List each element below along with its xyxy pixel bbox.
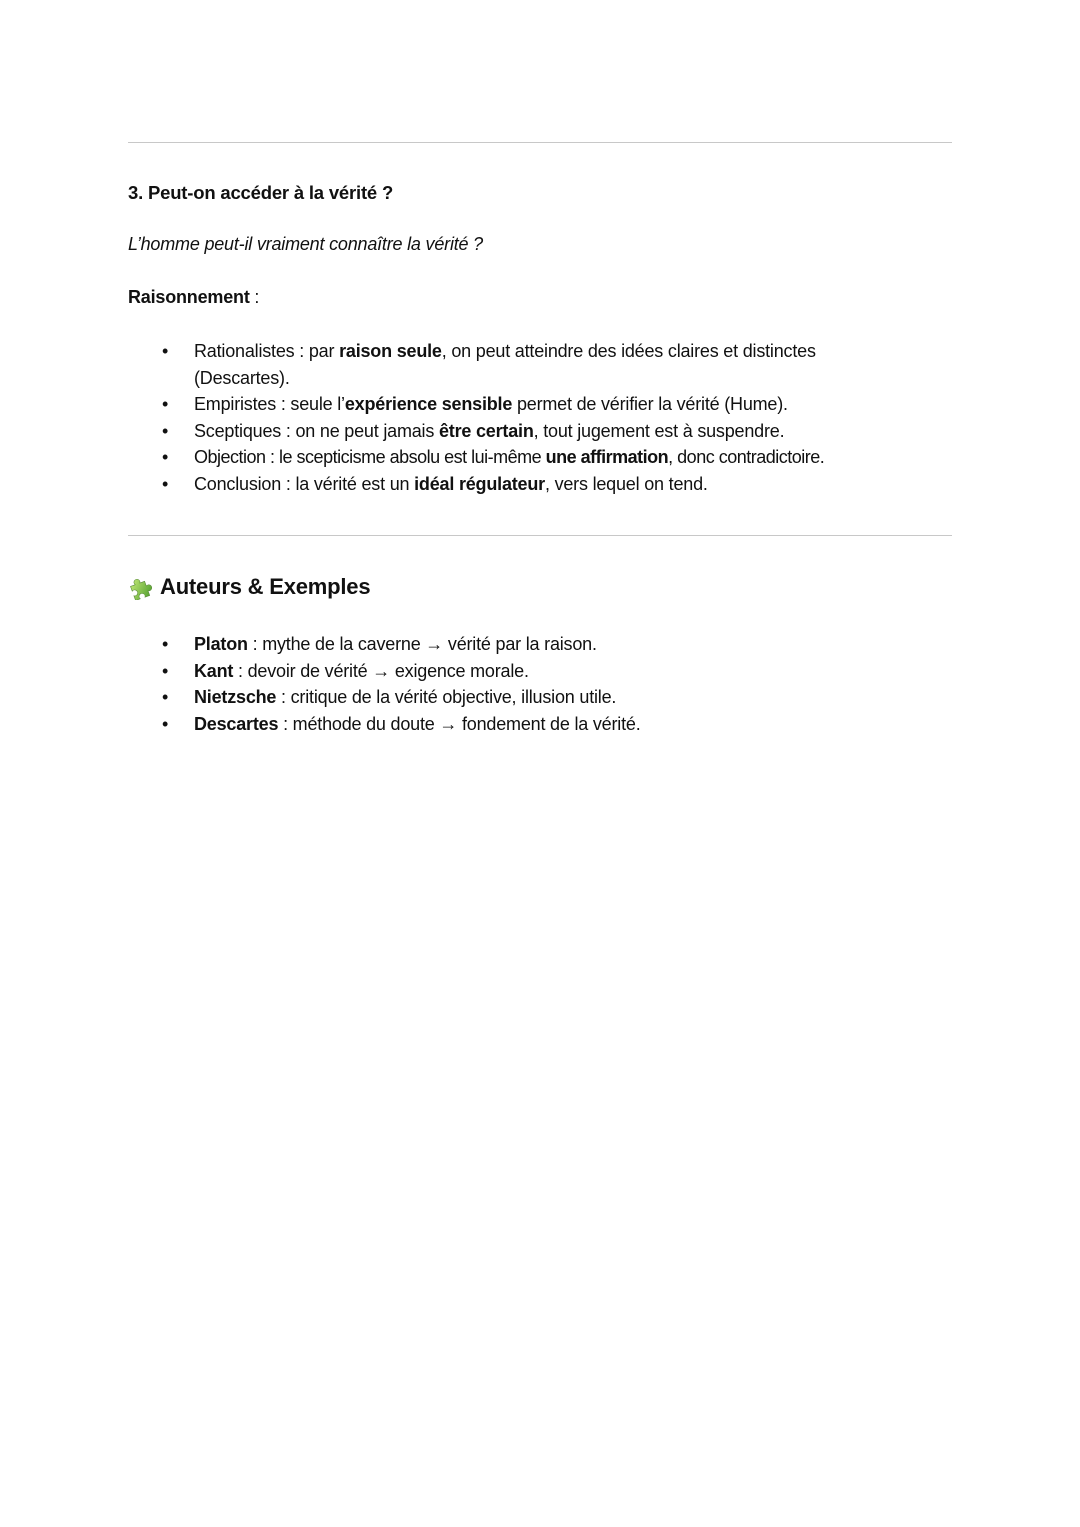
item-text: Empiristes : seule l’: [194, 394, 345, 414]
item-text: : méthode du doute → fondement de la vérité.: [278, 713, 641, 734]
author-name: Nietzsche: [194, 687, 277, 707]
authors-list: [128, 631, 952, 737]
reasoning-label-text: Raisonnement: [128, 287, 250, 307]
item-bold: être certain: [438, 420, 534, 441]
reasoning-label: [128, 287, 259, 308]
item-text: , donc contradictoire.: [668, 447, 825, 467]
authors-heading: [128, 574, 370, 600]
divider: [128, 535, 952, 536]
item-bold: expérience sensible: [344, 394, 513, 414]
item-bold: idéal régulateur: [414, 473, 545, 494]
section-question: L’homme peut-il vraiment connaître la vérité ?: [128, 234, 483, 254]
list-item: [128, 658, 952, 685]
author-name: Platon: [194, 634, 248, 654]
item-text: Rationalistes : par: [194, 341, 340, 361]
section-heading: 3. Peut-on accéder à la vérité ?: [128, 182, 394, 203]
list-item: [128, 684, 952, 711]
authors-title: Auteurs & Exemples: [160, 574, 371, 599]
item-text: permet de vérifier la vérité (Hume).: [512, 394, 788, 414]
item-text: Conclusion : la vérité est un: [194, 473, 415, 494]
reasoning-colon: :: [249, 287, 260, 307]
puzzle-piece-icon: [128, 574, 154, 600]
item-bold: raison seule: [339, 341, 442, 361]
list-item: [128, 418, 952, 445]
list-item: [128, 444, 952, 471]
item-text: , tout jugement est à suspendre.: [533, 420, 785, 441]
item-bold: une affirmation: [545, 447, 669, 467]
item-text: , on peut atteindre des idées claires et distinctes (Descartes).: [194, 341, 816, 388]
item-text: , vers lequel on tend.: [544, 473, 708, 494]
list-item: [128, 631, 952, 658]
author-name: Kant: [194, 660, 234, 681]
list-item: [128, 338, 952, 391]
author-name: Descartes: [194, 713, 279, 734]
divider: [128, 142, 952, 143]
reasoning-list: [128, 338, 952, 497]
list-item: [128, 711, 952, 738]
item-text: Sceptiques : on ne peut jamais: [194, 420, 439, 441]
item-text: : devoir de vérité → exigence morale.: [233, 660, 529, 681]
list-item: [128, 391, 952, 418]
item-text: Objection : le scepticisme absolu est lui-même: [194, 447, 546, 467]
item-text: : mythe de la caverne → vérité par la raison.: [247, 634, 597, 654]
list-item: [128, 471, 952, 498]
item-text: : critique de la vérité objective, illusion utile.: [276, 687, 617, 707]
